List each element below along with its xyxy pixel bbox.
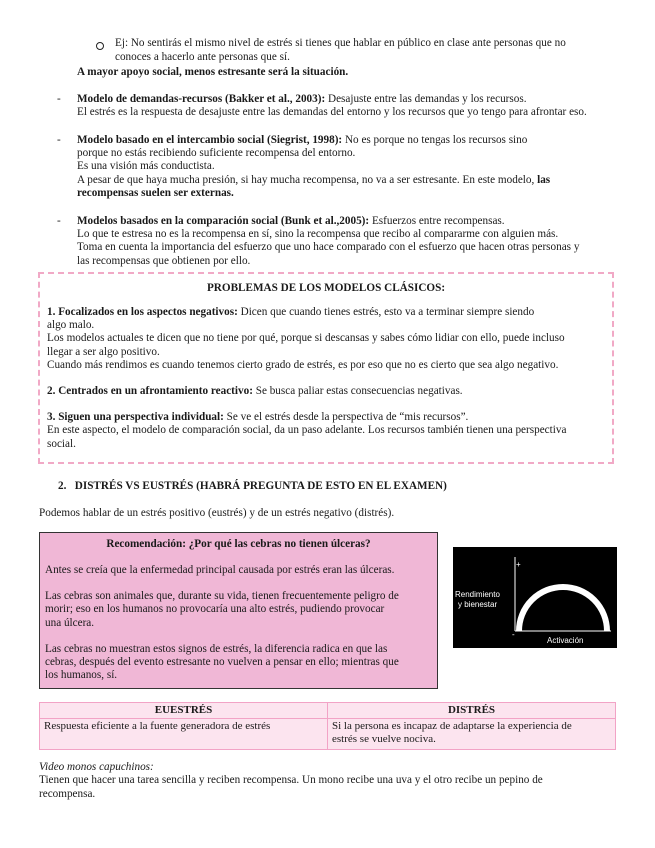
- problems-content: [47, 306, 612, 451]
- model-line: El estrés es la respuesta de desajuste entre las demandas del entorno y los recursos que yo tengo para afrontar eso.: [77, 106, 587, 119]
- table-cell-line: estrés se vuelve nociva.: [332, 733, 436, 746]
- graph-ylabel: Rendimiento: [455, 590, 500, 599]
- example-line: Ej: No sentirás el mismo nivel de estrés si tienes que hablar en público en clase ante personas que no: [115, 37, 566, 49]
- model-line: Es una visión más conductista.: [77, 160, 215, 173]
- video-text: Tienen que hacer una tarea sencilla y reciben recompensa. Un mono recibe una uva y el otro recibe un pepino de: [39, 774, 543, 786]
- recommendation-line: Las cebras son animales que, durante su vida, tienen frecuentemente peligro de: [45, 590, 399, 603]
- model-line-bold: las: [537, 173, 551, 186]
- social-support-statement: A mayor apoyo social, menos estresante será la situación.: [77, 66, 349, 78]
- recommendation-line: morir; eso en los humanos no provocaría una alto estrés, pudiendo provocar: [45, 603, 385, 616]
- recommendation-line: los humanos, sí.: [45, 669, 118, 682]
- problem-2-text: Se busca paliar estas consecuencias negativas.: [252, 385, 463, 398]
- plus-sign: +: [516, 560, 521, 569]
- example-line-cont: conoces a hacerlo ante personas que sí.: [115, 51, 290, 63]
- video-label: Video monos capuchinos:: [39, 761, 154, 773]
- circle-bullet-icon: [96, 42, 104, 50]
- model-intercambio-social: [77, 134, 617, 200]
- problem-3-title: 3. Siguen una perspectiva individual:: [47, 411, 224, 424]
- section-intro: Podemos hablar de un estrés positivo (eustrés) y de un estrés negativo (distrés).: [39, 507, 395, 519]
- recommendation-title: Recomendación: ¿Por qué las cebras no tienen úlceras?: [106, 538, 371, 550]
- problem-2-title: 2. Centrados en un afrontamiento reactivo:: [47, 385, 253, 398]
- table-header: DISTRÉS: [328, 703, 616, 719]
- recommendation-line: una úlcera.: [45, 616, 95, 629]
- dash-bullet: -: [57, 134, 61, 146]
- problem-3-line: En este aspecto, el modelo de comparación social, da un paso adelante. Los recursos también tienen una perspectiva: [47, 424, 567, 437]
- model-demandas-recursos: [77, 93, 617, 119]
- model-line-bold: recompensas suelen ser externas.: [77, 186, 234, 199]
- model-desc: Esfuerzos entre recompensas.: [369, 215, 505, 227]
- graph-ylabel: y bienestar: [458, 600, 498, 609]
- problem-1-line: Los modelos actuales te dicen que no tiene por qué, porque si descansas y sabes cómo lidiar con ello, puede incluso: [47, 332, 565, 345]
- recommendation-line: Las cebras no muestran estos signos de estrés, la diferencia radica en que las: [45, 642, 388, 655]
- model-desc: Desajuste entre las demandas y los recursos.: [325, 93, 527, 105]
- recommendation-line: cebras, después del evento estresante no vuelven a pensar en ello; mientras que: [45, 656, 399, 669]
- model-desc: No es porque no tengas los recursos sino: [342, 134, 528, 146]
- table-row: [40, 719, 616, 750]
- model-line: Toma en cuenta la importancia del esfuerzo que uno hace comparado con el esfuerzo que hacen otras personas y: [77, 241, 580, 254]
- recommendation-content: [45, 564, 435, 682]
- model-line: A pesar de que haya mucha presión, si hay mucha recompensa, no va a ser estresante. En este modelo,: [77, 173, 538, 186]
- inverted-u-curve-graphic: [453, 547, 617, 648]
- problem-1-line: llegar a ser algo positivo.: [47, 345, 160, 358]
- table-cell-line: Si la persona es incapaz de adaptarse la experiencia de: [332, 720, 572, 732]
- section-heading: 2. DISTRÉS VS EUSTRÉS (HABRÁ PREGUNTA DE ESTO EN EL EXAMEN): [58, 480, 447, 492]
- problem-1-line: Cuando más rendimos es cuando tenemos cierto grado de estrés, es por eso que no es cierto que sea algo negativo.: [47, 358, 559, 371]
- dash-bullet: -: [57, 93, 61, 105]
- eustres-distres-table: [39, 702, 616, 750]
- model-line: las recompensas que obtienen por ello.: [77, 254, 251, 267]
- model-comparacion-social: [77, 215, 617, 268]
- dash-bullet: -: [57, 215, 61, 227]
- stress-performance-graph: [453, 547, 617, 648]
- problem-3-text: Se ve el estrés desde la perspectiva de “mis recursos”.: [223, 411, 469, 424]
- problems-title: PROBLEMAS DE LOS MODELOS CLÁSICOS:: [206, 282, 446, 294]
- graph-xlabel: Activación: [547, 636, 584, 645]
- model-line: porque no estás recibiendo suficiente recompensa del entorno.: [77, 147, 356, 160]
- inverted-u-curve: [519, 587, 607, 631]
- problem-1-line: algo malo.: [47, 319, 95, 332]
- model-line: Lo que te estresa no es la recompensa en sí, sino la recompensa que recibo al compararme con alguien más.: [77, 228, 559, 241]
- video-text: recompensa.: [39, 788, 96, 800]
- table-cell: Respuesta eficiente a la fuente generadora de estrés: [40, 719, 328, 750]
- minus-sign: -: [512, 630, 515, 639]
- recommendation-line: Antes se creía que la enfermedad principal causada por estrés eran las úlceras.: [45, 564, 395, 576]
- model-title: Modelo basado en el intercambio social (Siegrist, 1998):: [77, 134, 343, 146]
- problem-1-title: 1. Focalizados en los aspectos negativos:: [47, 306, 238, 318]
- model-title: Modelo de demandas-recursos (Bakker et al., 2003):: [77, 93, 326, 105]
- model-title: Modelos basados en la comparación social (Bunk et al.,2005):: [77, 215, 370, 227]
- table-header: EUESTRÉS: [40, 703, 328, 719]
- problem-3-line: social.: [47, 437, 76, 450]
- table-cell: [328, 719, 616, 750]
- problem-1-text: Dicen que cuando tienes estrés, esto va a terminar siempre siendo: [237, 306, 535, 318]
